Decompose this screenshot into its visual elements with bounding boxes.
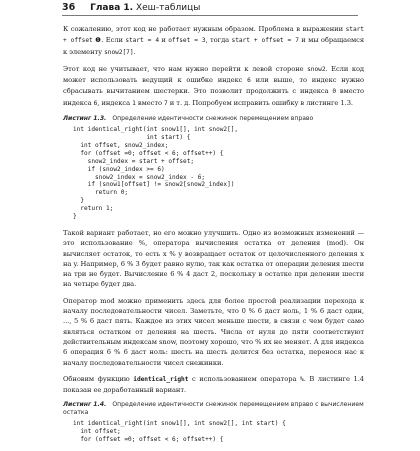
listing-1-3-caption <box>63 115 364 123</box>
text-column <box>63 24 364 451</box>
listing-1-3-code <box>73 126 364 221</box>
inline-code: 1 <box>132 99 136 107</box>
code-line: if (snow1[offset] != snow2[snow2_index]) <box>73 181 235 189</box>
listing-label: Листинг 1.4. <box>63 401 107 409</box>
page-number: 36 <box>62 2 76 13</box>
code-line: if (snow2_index >= 6) <box>73 165 165 173</box>
code-line: for (offset =0; offset < 6; offset++) { <box>73 149 224 157</box>
chapter-title: Хеш-таблицы <box>135 3 201 13</box>
text-run: , индекса <box>97 98 133 107</box>
listing-1-4-code <box>73 420 364 444</box>
code-line: return 0; <box>73 189 129 197</box>
text-run: Обновим функцию <box>63 374 134 383</box>
code-line: int identical_right(int snow1[], int snow2[], <box>73 126 239 134</box>
code-line: int identical_right(int snow1[], int snow2[], int start) { <box>73 420 286 428</box>
listing-label: Листинг 1.3. <box>63 115 107 123</box>
text-run: . В листинге 1.4 показан ее доработанный вариант. <box>63 374 364 395</box>
text-run: К сожалению, этот код не работает нужным образом. Проблема в выражении <box>63 25 346 33</box>
text-run: . Если код может использовать ведущий к ошибке индекс <box>63 64 364 85</box>
paragraph-4: Оператор mod можно применить здесь для более простой реализации перехода к началу последовательности чисел. Заметьте, что 0 % 6 даст ноль, 1 % 6 даст один, ..., 5 % 6 даст пять. Каждое из этих чисел меньше шести, в связи с чем будет само являться остатком от деления на шесть. Числа от нуля до пяти соответствуют действительным индексам snow, поэтому хорошо, что % их не меняет. А для индекса 6 операция 6 % 6 даст ноль: шесть на шесть делится без остатка, перенося нас к началу последовательности чисел снежинки. <box>63 296 364 367</box>
paragraph-5 <box>63 374 364 396</box>
inline-code: start = 4 <box>125 37 160 45</box>
paragraph-2 <box>63 64 364 109</box>
listing-caption-text: Определение идентичности снежинок перемещением вправо с вычислением остатка <box>63 401 364 417</box>
text-run: вместо <box>135 98 165 107</box>
text-run: , тогда <box>205 36 232 45</box>
text-run: и мы обращаемся к элементу <box>63 36 365 56</box>
text-run: ❶. Если <box>92 36 126 45</box>
running-head <box>62 1 358 16</box>
inline-code: 6 <box>247 77 251 85</box>
chapter-label: Глава 1. <box>90 3 134 13</box>
code-line: } <box>73 197 85 205</box>
paragraph-3: Такой вариант работает, но его можно улучшить. Одно из возможных изменений — это использование %, оператора вычисления остатка от деления (mod). Он вычисляет остаток, то есть x % y возвращает остаток от целочисленного деления x на y. Например, 6 % 3 будет равно нулю, так как остатка от операции деления шести на три не будет. Вычисление 6 % 4 даст 2, поскольку в остатке при делении шести на четыре будет два. <box>63 228 364 289</box>
listing-caption-text: Определение идентичности снежинок перемещением вправо <box>112 115 314 123</box>
code-line: snow2_index = start + offset; <box>73 157 195 165</box>
code-line: snow2_index = snow2_index - 6; <box>73 173 206 181</box>
inline-code: 0 <box>332 88 337 96</box>
inline-code: start + offset = 7 <box>231 37 299 45</box>
inline-code: 7 <box>164 99 168 107</box>
listing-1-4-caption <box>63 401 364 417</box>
code-line: } <box>73 213 77 221</box>
inline-code: snow2 <box>307 65 326 73</box>
inline-code: % <box>300 375 304 383</box>
text-run: . <box>133 47 136 56</box>
code-line: for (offset =0; offset < 6; offset++) { <box>73 436 224 444</box>
text-run: и <box>159 36 169 45</box>
code-line: return 1; <box>73 205 114 213</box>
inline-code: snow2[7] <box>104 48 134 56</box>
code-line: int start) { <box>73 133 191 141</box>
inline-code: start + offset <box>63 26 364 45</box>
text-run: Этот код не учитывает, что нам нужно перейти к левой стороне <box>63 64 308 73</box>
code-line: int offset; <box>73 428 121 436</box>
inline-code: offset = 3 <box>168 37 206 45</box>
paragraph-1 <box>63 24 364 58</box>
inline-code: 6 <box>93 99 98 107</box>
inline-code: identical_right <box>133 375 189 383</box>
code-line: int offset, snow2_index; <box>73 141 169 149</box>
text-run: с использованием оператора <box>188 374 301 383</box>
text-run: или выше, то индекс нужно сбрасывать вычитанием шестерки. Это позволит продолжить с индекса <box>63 76 364 96</box>
text-run: вместо индекса <box>63 87 364 107</box>
text-run: и т. д. Попробуем исправить ошибку в листинге 1.3. <box>167 98 353 107</box>
